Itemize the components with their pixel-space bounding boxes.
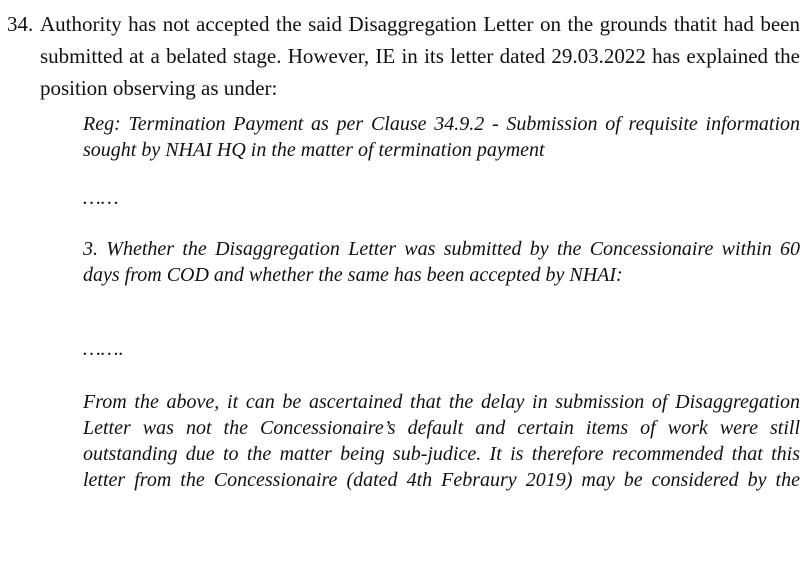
quote-conclusion — [83, 389, 800, 493]
quote-ellipsis-2 — [83, 336, 800, 362]
ellipsis-2-text: ……. — [83, 338, 124, 360]
paragraph-text: Authority has not accepted the said Disaggregation Letter on the grounds thatit had been submitted at a belated stage. However, IE in its letter dated 29.03.2022 has explained the position observing as under: — [40, 12, 800, 100]
paragraph-34 — [7, 8, 800, 104]
ellipsis-1-text: …… — [83, 187, 119, 209]
quote-reg-text: Reg: Termination Payment as per Clause 34.9.2 - Submission of requisite information sought by NHAI HQ in the matter of termination payment — [83, 113, 800, 161]
quote-reg-subject — [83, 111, 800, 163]
paragraph-number: 34. — [7, 12, 34, 36]
quote-ellipsis-1 — [83, 185, 800, 211]
quote-item-3 — [83, 236, 800, 288]
conclusion-text: From the above, it can be ascertained that the delay in submission of Disaggregation Letter was not the Concessionaire’s default and certain items of work were still outstanding due to the matter being sub-judice. It is therefore recommended that this letter from the Concessionaire (dated 4th Febraury 2019) may be considered by the — [83, 391, 800, 491]
item-3-text: 3. Whether the Disaggregation Letter was submitted by the Concessionaire within 60 days from COD and whether the same has been accepted by NHAI: — [83, 238, 800, 286]
